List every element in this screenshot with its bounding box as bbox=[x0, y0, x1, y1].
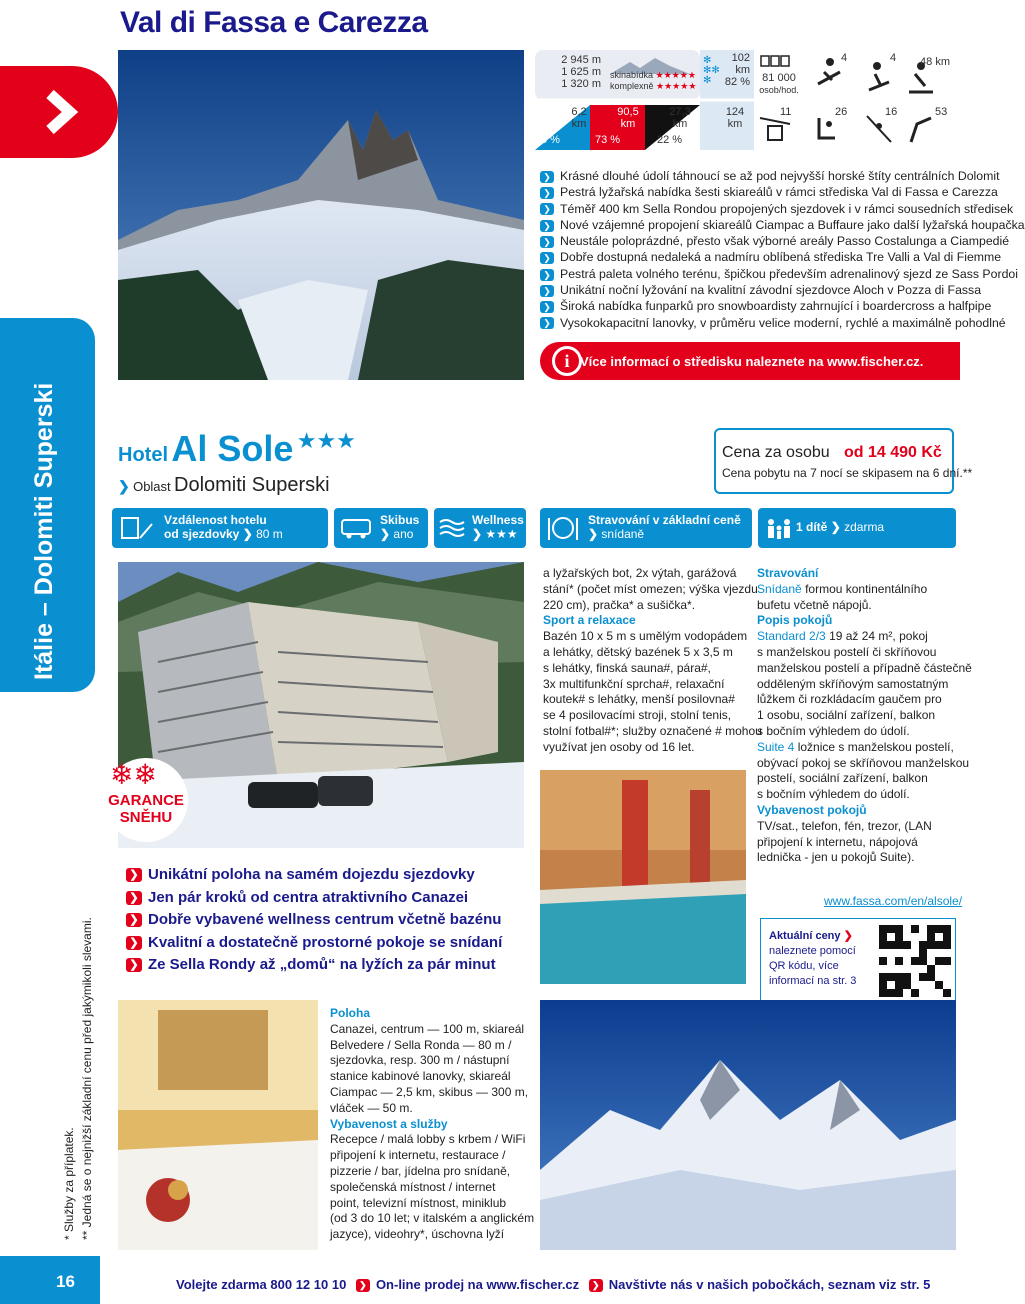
chevron-icon: ❯ bbox=[540, 171, 554, 183]
text-line: s lehátky, finská sauna#, pára#, bbox=[543, 660, 711, 675]
feature-text: Vysokokapacitní lanovky, v průměru velice moderní, rychlé a maximálně pohodlné bbox=[560, 315, 1006, 330]
distance-label-1: Vzdálenost hotelu bbox=[164, 513, 267, 527]
text-line: a lyžařských bot, 2x výtah, garážová bbox=[543, 566, 737, 580]
feature-text: Krásné dlouhé údolí táhnoucí se až pod nejvyšší horské štíty centrálních Dolomit bbox=[560, 169, 1000, 183]
sport-heading: Sport a relaxace bbox=[543, 613, 636, 628]
red-pct: 73 % bbox=[595, 134, 621, 146]
text-line: stanice kabinové lanovky, skiareál bbox=[330, 1069, 511, 1084]
text-line: jazyce), videohry*, úschovna lyží bbox=[330, 1227, 505, 1242]
chevron-icon: ❯ bbox=[380, 527, 391, 541]
board-label: Stravování v základní ceně bbox=[588, 513, 741, 527]
qr-line-3: QR kódu, více bbox=[769, 960, 839, 972]
bus-icon bbox=[340, 516, 372, 540]
child-value: zdarma bbox=[844, 520, 885, 534]
hotel-stars: ★★★ bbox=[296, 428, 356, 453]
count-4a: 4 bbox=[841, 52, 848, 64]
count-48-value: 48 bbox=[920, 56, 933, 68]
text-line: bufetu včetně nápojů. bbox=[757, 597, 872, 612]
footer-visit[interactable]: Navštivte nás v našich pobočkách, seznam viz str. 5 bbox=[608, 1277, 931, 1292]
footer-online[interactable]: On-line prodej na www.fischer.cz bbox=[375, 1277, 580, 1292]
wellness-label: Wellness bbox=[472, 513, 524, 527]
complex-label: komplexně bbox=[610, 81, 654, 91]
snow-pct: 82 % bbox=[724, 76, 750, 88]
qr-text bbox=[769, 929, 856, 989]
text-line: Ciampac — 2,5 km, skibus — 300 m, bbox=[330, 1084, 529, 1099]
count-11: 11 bbox=[780, 106, 792, 118]
feature-text: Neustále poloprázdné, přesto však výborné areály Passo Costalunga a Ciampedié bbox=[560, 234, 1010, 249]
skiing-rating bbox=[610, 70, 696, 92]
features-list bbox=[540, 168, 1025, 331]
drag-lift-icon bbox=[865, 114, 893, 146]
text-line: Recepce / malá lobby s krbem / WiFi bbox=[330, 1132, 526, 1147]
chevron-icon: ❯ bbox=[126, 913, 142, 927]
highlight-text: Jen pár kroků od centra atraktivního Canazei bbox=[148, 888, 469, 906]
text-line: s manželskou postelí či skříňovou bbox=[757, 644, 937, 659]
location-heading: Poloha bbox=[330, 1006, 371, 1020]
room-type: Suite 4 bbox=[757, 739, 795, 754]
feature-text: Pestrá paleta volného terénu, špičkou především adrenalinový sjezd ze Sass Pordoi bbox=[560, 266, 1018, 281]
chevron-icon: ❯ bbox=[830, 520, 841, 534]
list-item bbox=[540, 282, 1025, 298]
list-item bbox=[126, 864, 502, 887]
list-item bbox=[126, 954, 502, 977]
board-value: snídaně bbox=[601, 527, 645, 541]
blue-km-value: 6,2 bbox=[571, 106, 587, 118]
skibus-value: ano bbox=[393, 527, 414, 541]
text-line: 19 až 24 m², pokoj bbox=[829, 629, 928, 644]
wellness-bar bbox=[434, 508, 526, 548]
price-label: Cena za osobu bbox=[722, 444, 830, 461]
count-16: 16 bbox=[885, 106, 898, 118]
red-km-value: 90,5 bbox=[617, 106, 639, 118]
snowflake-icon: ✻ ✻✻ ✻ bbox=[703, 55, 720, 86]
sport-section bbox=[543, 566, 762, 756]
equipment-heading: Vybavenost pokojů bbox=[757, 802, 867, 817]
text-line: a lehátky, dětský bazének 5 x 3,5 m bbox=[543, 644, 733, 659]
skiing-stars: ★★★★★ bbox=[655, 70, 696, 80]
text-line: koutek# s lehátky, menší posilovna# bbox=[543, 692, 735, 707]
text-line: připojení k internetu, nápojová bbox=[757, 834, 918, 849]
oblast-label: Oblast bbox=[133, 479, 171, 494]
list-item bbox=[540, 298, 1025, 314]
text-line: stání* (počet míst omezen; výška vjezdu bbox=[543, 581, 758, 596]
text-line: se 4 posilovacími stroji, stolní tenis, bbox=[543, 708, 732, 723]
km-unit: km bbox=[935, 56, 950, 68]
highlight-text: Dobře vybavené wellness centrum včetně bazénu bbox=[148, 911, 502, 928]
snow-km-value: 102 bbox=[731, 52, 750, 64]
km-unit: km bbox=[571, 118, 587, 130]
chevron-icon: ❯ bbox=[126, 936, 142, 950]
child-bar bbox=[758, 508, 956, 548]
child-label: 1 dítě bbox=[796, 520, 828, 534]
text-line: připojení k internetu, restaurace / bbox=[330, 1148, 506, 1163]
km-unit: km bbox=[735, 64, 750, 76]
board-text bbox=[588, 513, 741, 541]
resort-stats bbox=[535, 50, 960, 150]
chevron-icon: ❯ bbox=[540, 187, 554, 199]
guarantee-line-2: SNĚHU bbox=[119, 809, 173, 826]
skier-icon bbox=[863, 60, 893, 96]
rooms-section bbox=[757, 566, 972, 866]
chevron-icon: ❯ bbox=[540, 285, 554, 297]
list-item bbox=[540, 168, 1025, 184]
feature-text: Unikátní noční lyžování na kvalitní závodní sjezdovce Aloch v Pozza di Fassa bbox=[560, 283, 982, 298]
lift-capacity-unit: osob/hod. bbox=[759, 85, 799, 95]
hotel-url-link[interactable]: www.fassa.com/en/alsole/ bbox=[824, 894, 963, 908]
location-section bbox=[330, 1006, 535, 1243]
text-line: 220 cm), pračka* a sušička*. bbox=[543, 597, 696, 612]
chevron-icon: ❯ bbox=[540, 269, 554, 281]
highlight-text: Unikátní poloha na samém dojezdu sjezdovky bbox=[148, 866, 475, 883]
text-line: odděleným skříňovým samostatným bbox=[757, 676, 949, 691]
text-line: formou kontinentálního bbox=[805, 581, 928, 596]
meals-heading: Stravování bbox=[757, 566, 819, 580]
alt-village: 1 320 m bbox=[561, 78, 601, 90]
feature-text: Dobře dostupná nedaleká a nadmíru oblíbená střediska Tre Valli a Val di Fiemme bbox=[560, 250, 1002, 265]
chevron-icon: ❯ bbox=[126, 958, 142, 972]
text-line: obývací pokoj se skříňovou manželskou bbox=[757, 755, 970, 770]
count-48 bbox=[920, 56, 950, 68]
skibus-label: Skibus bbox=[380, 513, 420, 527]
page-number: 16 bbox=[56, 1272, 75, 1291]
list-item bbox=[540, 217, 1025, 233]
hotel-name: Al Sole bbox=[171, 428, 294, 469]
text-line: point, televizní místnost, miniklub bbox=[330, 1195, 507, 1210]
hotel-heading bbox=[118, 428, 356, 470]
lift-capacity-value: 81 000 bbox=[762, 72, 796, 84]
family-icon bbox=[764, 516, 794, 542]
chevron-icon: ❯ bbox=[540, 252, 554, 264]
chevron-icon: ❯ bbox=[126, 891, 142, 905]
text-line: (od 3 do 10 let; v italském a anglickém bbox=[330, 1211, 535, 1226]
list-item bbox=[540, 249, 1025, 265]
feature-text: Široká nabídka funparků pro snowboardisty zahrnující i boardercross a halfpipe bbox=[560, 299, 992, 314]
km-unit: km bbox=[620, 118, 636, 130]
price-value: od 14 490 Kč bbox=[844, 444, 942, 461]
text-line: Belvedere / Sella Ronda — 80 m / bbox=[330, 1037, 512, 1052]
distance-text bbox=[164, 513, 283, 541]
black-km bbox=[665, 106, 695, 130]
distance-bar bbox=[112, 508, 328, 548]
region-tab bbox=[0, 318, 95, 692]
panorama-photo bbox=[540, 1000, 956, 1250]
feature-text: Téměř 400 km Sella Rondou propojených sjezdovek i v rámci sousedních středisek bbox=[560, 201, 1014, 216]
footnote-2: ** Jedná se o nejnižší základní cenu před jakýmikoli slevami. bbox=[80, 917, 94, 1240]
chevron-icon: ❯ bbox=[356, 1279, 370, 1292]
hotel-slope-icon bbox=[120, 514, 154, 542]
alt-top-station: 1 625 m bbox=[561, 66, 601, 78]
text-line: využívat jen osoby od 16 let. bbox=[543, 739, 695, 754]
chevron-right-icon bbox=[0, 66, 118, 158]
total-km-value: 124 bbox=[725, 106, 745, 118]
text-line: s bočním výhledem do údolí. bbox=[757, 723, 910, 738]
text-line: postelí, sociální zařízení, balkon bbox=[757, 771, 928, 786]
text-line: manželskou postelí a případně částečně bbox=[757, 660, 972, 675]
chevron-icon: ❯ bbox=[242, 527, 253, 541]
complex-stars: ★★★★★ bbox=[656, 81, 697, 91]
distance-value: 80 m bbox=[256, 527, 283, 541]
oblast-name: Dolomiti Superski bbox=[174, 474, 330, 496]
services-heading: Vybavenost a služby bbox=[330, 1116, 448, 1131]
text-line: 3x multifunkční sprcha#, relaxační bbox=[543, 676, 725, 691]
footer-links bbox=[176, 1277, 930, 1292]
snow-guarantee-badge bbox=[104, 758, 188, 842]
page-number-box bbox=[0, 1256, 100, 1304]
cutlery-icon bbox=[546, 514, 580, 542]
black-pct: 22 % bbox=[657, 134, 683, 146]
wellness-icon bbox=[438, 516, 466, 540]
text-line: Bazén 10 x 5 m s umělým vodopádem bbox=[543, 629, 748, 644]
km-unit: km bbox=[672, 118, 688, 130]
list-item bbox=[126, 932, 502, 955]
wellness-text bbox=[472, 513, 524, 541]
total-km bbox=[720, 106, 750, 130]
chevron-icon: ❯ bbox=[589, 1279, 603, 1292]
blue-pct: 5 % bbox=[541, 134, 560, 146]
chevron-icon: ❯ bbox=[472, 527, 483, 541]
skibus-text bbox=[380, 513, 419, 541]
resort-photo bbox=[118, 50, 524, 380]
chevron-icon: ❯ bbox=[540, 220, 554, 232]
text-line: sjezdovka, resp. 300 m / nástupní bbox=[330, 1053, 510, 1068]
list-item bbox=[540, 201, 1025, 217]
child-text bbox=[796, 520, 884, 534]
skibus-bar bbox=[334, 508, 428, 548]
qr-line-1: Aktuální ceny bbox=[769, 930, 841, 942]
footer-phone[interactable]: Volejte zdarma 800 12 10 10 bbox=[176, 1277, 347, 1292]
chevron-icon: ❯ bbox=[118, 478, 130, 494]
price-box bbox=[714, 428, 973, 494]
text-line: TV/sat., telefon, fén, trezor, (LAN bbox=[757, 818, 932, 833]
text-line: ložnice s manželskou postelí, bbox=[797, 739, 954, 754]
text-line: stolní fotbal#*; služby označené # mohou bbox=[543, 723, 762, 738]
chairlift-icon bbox=[815, 114, 843, 146]
qr-line-4: informací na str. 3 bbox=[769, 975, 857, 987]
info-text: Více informací o středisku naleznete na www.fischer.cz. bbox=[580, 354, 924, 369]
feature-text: Nové vzájemné propojení skiareálů Ciampac a Buffaure jako další lyžařská houpačka bbox=[560, 217, 1025, 232]
list-item bbox=[126, 909, 502, 932]
footnote-1: * Služby za příplatek. bbox=[62, 1127, 76, 1240]
room-photo bbox=[118, 1000, 318, 1250]
blue-km bbox=[569, 106, 589, 130]
gondola-cabins-icon bbox=[760, 54, 790, 68]
alt-max: 2 945 m bbox=[561, 54, 601, 66]
count-4b: 4 bbox=[890, 52, 897, 64]
km-unit: km bbox=[727, 118, 743, 130]
hotel-word: Hotel bbox=[118, 444, 168, 466]
altitudes bbox=[561, 54, 601, 90]
chevron-icon: ❯ bbox=[540, 203, 554, 215]
black-km-value: 27,3 bbox=[669, 106, 691, 118]
text-line: lednička - jen u pokojů Suite). bbox=[757, 850, 915, 865]
section-tab[interactable] bbox=[0, 66, 118, 158]
chevron-icon: ❯ bbox=[843, 930, 853, 942]
text-line: Canazei, centrum — 100 m, skiareál bbox=[330, 1021, 525, 1036]
guarantee-line-1: GARANCE bbox=[108, 792, 184, 809]
rooms-heading: Popis pokojů bbox=[757, 613, 833, 628]
list-item bbox=[540, 315, 1025, 331]
text-line: pizzerie / bar, jídelna pro snídaně, bbox=[330, 1163, 511, 1178]
gondola-icon bbox=[760, 114, 790, 146]
wellness-stars: ★★★ bbox=[485, 527, 518, 541]
snowflake-icon: ❄❄ bbox=[110, 759, 157, 790]
list-item bbox=[540, 266, 1025, 282]
text-line: lůžkem či rozkládacím gaučem pro bbox=[757, 692, 942, 707]
highlight-text: Kvalitní a dostatečně prostorné pokoje se snídaní bbox=[148, 933, 503, 951]
highlights-list bbox=[126, 864, 502, 977]
qr-line-2: naleznete pomocí bbox=[769, 945, 856, 957]
qr-code-icon[interactable] bbox=[879, 925, 951, 997]
info-bar[interactable] bbox=[540, 342, 960, 380]
chevron-icon: ❯ bbox=[540, 301, 554, 313]
region-label: Itálie – Dolomiti Superski bbox=[30, 382, 58, 680]
room-type: Standard 2/3 bbox=[757, 629, 826, 644]
snow-cannon-icon bbox=[907, 114, 935, 146]
chevron-icon: ❯ bbox=[126, 868, 142, 882]
qr-box bbox=[760, 918, 956, 1002]
chevron-icon: ❯ bbox=[588, 527, 599, 541]
snow-km bbox=[720, 52, 750, 88]
red-km bbox=[613, 106, 643, 130]
oblast bbox=[118, 474, 330, 497]
list-item bbox=[126, 887, 502, 910]
count-26: 26 bbox=[835, 106, 848, 118]
lift-capacity bbox=[757, 72, 801, 96]
guarantee-text bbox=[108, 792, 184, 826]
list-item bbox=[540, 184, 1025, 200]
text-line: s bočním výhledem do údolí. bbox=[757, 787, 910, 802]
meal-type: Snídaně bbox=[757, 581, 802, 596]
text-line: vláček — 50 m. bbox=[330, 1100, 413, 1115]
board-bar bbox=[540, 508, 752, 548]
chevron-icon: ❯ bbox=[540, 317, 554, 329]
page-title: Val di Fassa e Carezza bbox=[120, 6, 428, 39]
highlight-text: Ze Sella Rondy až „domů“ na lyžích za pár minut bbox=[148, 956, 496, 973]
text-line: 1 osobu, sociální zařízení, balkon bbox=[757, 708, 936, 723]
info-icon: i bbox=[552, 346, 582, 376]
text-line: společenská místnost / internet bbox=[330, 1179, 496, 1194]
list-item bbox=[540, 233, 1025, 249]
skiing-label: skinabídka bbox=[610, 70, 654, 80]
feature-text: Pestrá lyžařská nabídka šesti skiareálů v rámci střediska Val di Fassa e Carezza bbox=[560, 185, 998, 200]
price-note: Cena pobytu na 7 nocí se skipasem na 6 dní.** bbox=[722, 466, 973, 480]
count-53: 53 bbox=[935, 106, 948, 118]
freestyle-skier-icon bbox=[810, 52, 848, 94]
pool-photo bbox=[540, 770, 746, 984]
chevron-icon: ❯ bbox=[540, 236, 554, 248]
distance-label-2: od sjezdovky bbox=[164, 527, 240, 541]
